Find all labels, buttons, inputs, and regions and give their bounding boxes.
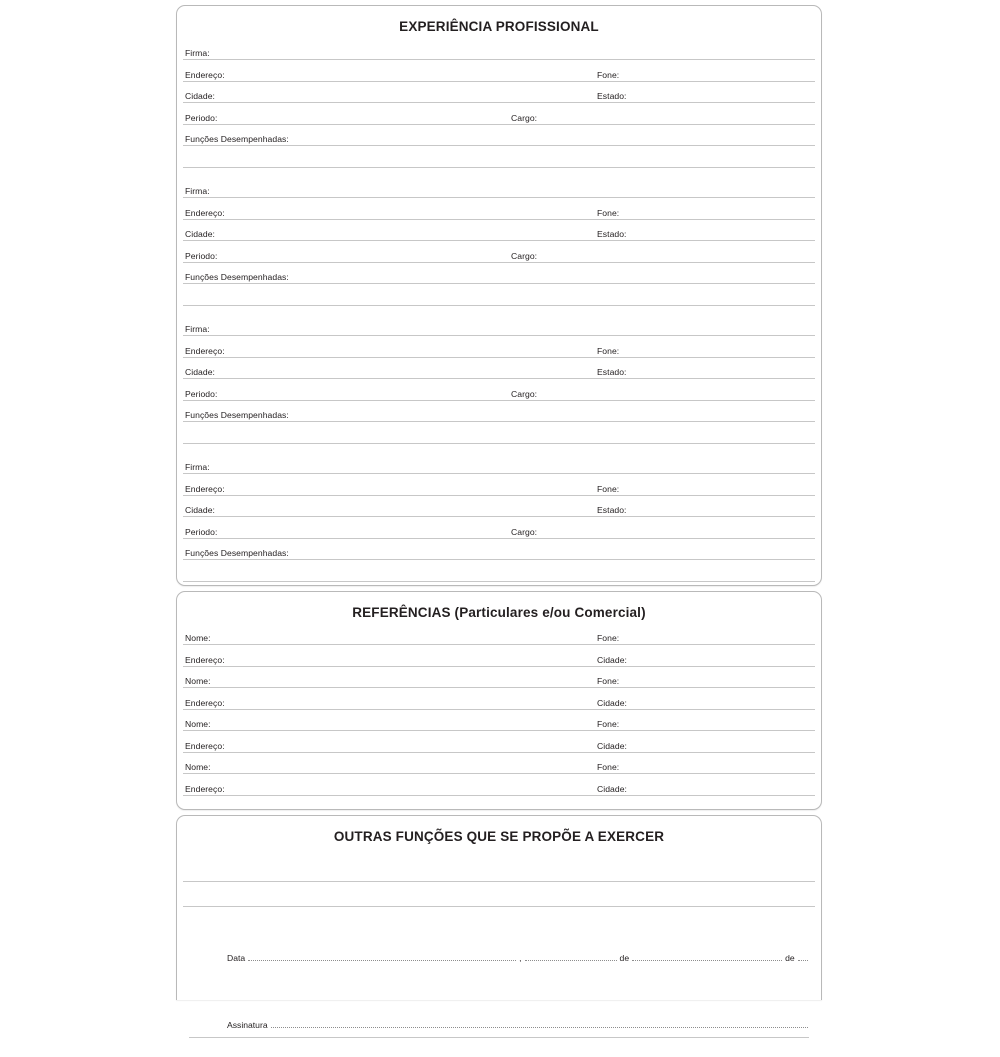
label-periodo: Periodo:	[185, 389, 220, 399]
label-nome: Nome:	[185, 633, 214, 643]
label-periodo: Periodo:	[185, 527, 220, 537]
label-endereco: Endereço:	[185, 346, 228, 356]
panel-outras-funcoes	[176, 815, 822, 1030]
page-title-outras-funcoes: OUTRAS FUNÇÕES QUE SE PROPÕE A EXERCER	[333, 829, 665, 844]
label-nome: Nome:	[185, 676, 214, 686]
entry-spacer	[177, 168, 821, 177]
label-cidade: Cidade:	[597, 784, 630, 794]
field-rule	[183, 167, 815, 168]
label-fone: Fone:	[597, 719, 622, 729]
label-endereco: Endereço:	[185, 70, 228, 80]
entry-spacer	[177, 306, 821, 315]
entry-spacer	[177, 444, 821, 453]
field-rule	[183, 443, 815, 444]
field-row-funcoes-cont-2[interactable]	[177, 284, 821, 306]
label-de-2: de	[785, 953, 795, 963]
field-row-funcoes-cont-4[interactable]	[177, 560, 821, 582]
label-firma: Firma:	[185, 48, 213, 58]
field-row-nome-fone-2[interactable]	[177, 667, 821, 689]
field-row-endereco-cidade-3[interactable]	[177, 731, 821, 753]
label-fone: Fone:	[597, 208, 622, 218]
label-assinatura: Assinatura	[227, 1020, 268, 1030]
label-funcoes: Funções Desempenhadas:	[185, 272, 292, 282]
data-dotted-line-month	[632, 953, 782, 961]
field-row-cidade-estado-1[interactable]	[177, 82, 821, 104]
field-row-funcoes-4[interactable]	[177, 539, 821, 561]
label-endereco: Endereço:	[185, 741, 228, 751]
panel-experiencia-profissional	[176, 5, 822, 586]
label-de-1: de	[619, 953, 630, 963]
label-fone: Fone:	[597, 633, 622, 643]
page-title-referencias: REFERÊNCIAS (Particulares e/ou Comercial)	[352, 605, 646, 620]
label-cidade: Cidade:	[185, 505, 218, 515]
field-row-nome-fone-4[interactable]	[177, 753, 821, 775]
assinatura-baseline-rule	[189, 1037, 809, 1038]
field-row-endereco-fone-1[interactable]	[177, 60, 821, 82]
field-row-outras-1[interactable]	[177, 846, 821, 882]
field-row-nome-fone-1[interactable]	[177, 622, 821, 645]
label-fone: Fone:	[597, 676, 622, 686]
label-firma: Firma:	[185, 324, 213, 334]
label-endereco: Endereço:	[185, 208, 228, 218]
panel-referencias	[176, 591, 822, 810]
label-cidade: Cidade:	[185, 91, 218, 101]
field-row-firma-3[interactable]	[177, 315, 821, 337]
data-dotted-line-sep	[525, 953, 617, 961]
label-cidade: Cidade:	[597, 741, 630, 751]
label-cargo: Cargo:	[511, 251, 540, 261]
label-cidade: Cidade:	[185, 229, 218, 239]
field-row-cidade-estado-2[interactable]	[177, 220, 821, 242]
label-nome: Nome:	[185, 762, 214, 772]
field-row-cidade-estado-3[interactable]	[177, 358, 821, 380]
experiencia-rows	[177, 36, 821, 582]
field-row-funcoes-2[interactable]	[177, 263, 821, 285]
field-row-assinatura[interactable]	[225, 1020, 809, 1030]
field-row-outras-2[interactable]	[177, 882, 821, 907]
field-row-funcoes-1[interactable]	[177, 125, 821, 147]
field-row-periodo-cargo-2[interactable]	[177, 241, 821, 263]
field-row-periodo-cargo-1[interactable]	[177, 103, 821, 125]
field-row-endereco-fone-3[interactable]	[177, 336, 821, 358]
label-cargo: Cargo:	[511, 527, 540, 537]
assinatura-dotted-line	[271, 1020, 808, 1028]
label-endereco: Endereço:	[185, 698, 228, 708]
label-estado: Estado:	[597, 91, 630, 101]
field-rule	[183, 581, 815, 582]
label-cargo: Cargo:	[511, 113, 540, 123]
label-firma: Firma:	[185, 186, 213, 196]
field-row-funcoes-cont-1[interactable]	[177, 146, 821, 168]
label-firma: Firma:	[185, 462, 213, 472]
label-periodo: Periodo:	[185, 251, 220, 261]
label-endereco: Endereço:	[185, 655, 228, 665]
label-funcoes: Funções Desempenhadas:	[185, 548, 292, 558]
data-dotted-line-day	[248, 953, 516, 961]
field-row-nome-fone-3[interactable]	[177, 710, 821, 732]
label-endereco: Endereço:	[185, 484, 228, 494]
label-estado: Estado:	[597, 505, 630, 515]
field-rule	[183, 305, 815, 306]
field-row-funcoes-3[interactable]	[177, 401, 821, 423]
label-funcoes: Funções Desempenhadas:	[185, 134, 292, 144]
label-fone: Fone:	[597, 762, 622, 772]
field-row-firma-1[interactable]	[177, 36, 821, 60]
label-cidade: Cidade:	[597, 698, 630, 708]
label-periodo: Periodo:	[185, 113, 220, 123]
page-title-experiencia: EXPERIÊNCIA PROFISSIONAL	[399, 19, 599, 34]
label-cidade: Cidade:	[597, 655, 630, 665]
field-row-funcoes-cont-3[interactable]	[177, 422, 821, 444]
field-row-endereco-fone-2[interactable]	[177, 198, 821, 220]
field-row-firma-4[interactable]	[177, 453, 821, 475]
label-data: Data	[227, 953, 246, 963]
referencias-rows	[177, 622, 821, 796]
label-fone: Fone:	[597, 70, 622, 80]
field-row-cidade-estado-4[interactable]	[177, 496, 821, 518]
field-row-endereco-fone-4[interactable]	[177, 474, 821, 496]
data-dotted-line-year	[798, 953, 808, 961]
field-row-periodo-cargo-4[interactable]	[177, 517, 821, 539]
label-endereco: Endereço:	[185, 784, 228, 794]
label-comma: ,	[519, 953, 522, 963]
field-row-endereco-cidade-4[interactable]	[177, 774, 821, 796]
field-row-endereco-cidade-1[interactable]	[177, 645, 821, 667]
field-row-periodo-cargo-3[interactable]	[177, 379, 821, 401]
label-estado: Estado:	[597, 367, 630, 377]
label-nome: Nome:	[185, 719, 214, 729]
label-fone: Fone:	[597, 346, 622, 356]
field-row-data[interactable]	[225, 953, 809, 963]
label-funcoes: Funções Desempenhadas:	[185, 410, 292, 420]
label-cidade: Cidade:	[185, 367, 218, 377]
outras-funcoes-rows	[177, 846, 821, 907]
label-fone: Fone:	[597, 484, 622, 494]
field-rule	[183, 795, 815, 796]
field-row-firma-2[interactable]	[177, 177, 821, 199]
signature-block	[177, 907, 821, 1057]
label-cargo: Cargo:	[511, 389, 540, 399]
label-estado: Estado:	[597, 229, 630, 239]
field-row-endereco-cidade-2[interactable]	[177, 688, 821, 710]
